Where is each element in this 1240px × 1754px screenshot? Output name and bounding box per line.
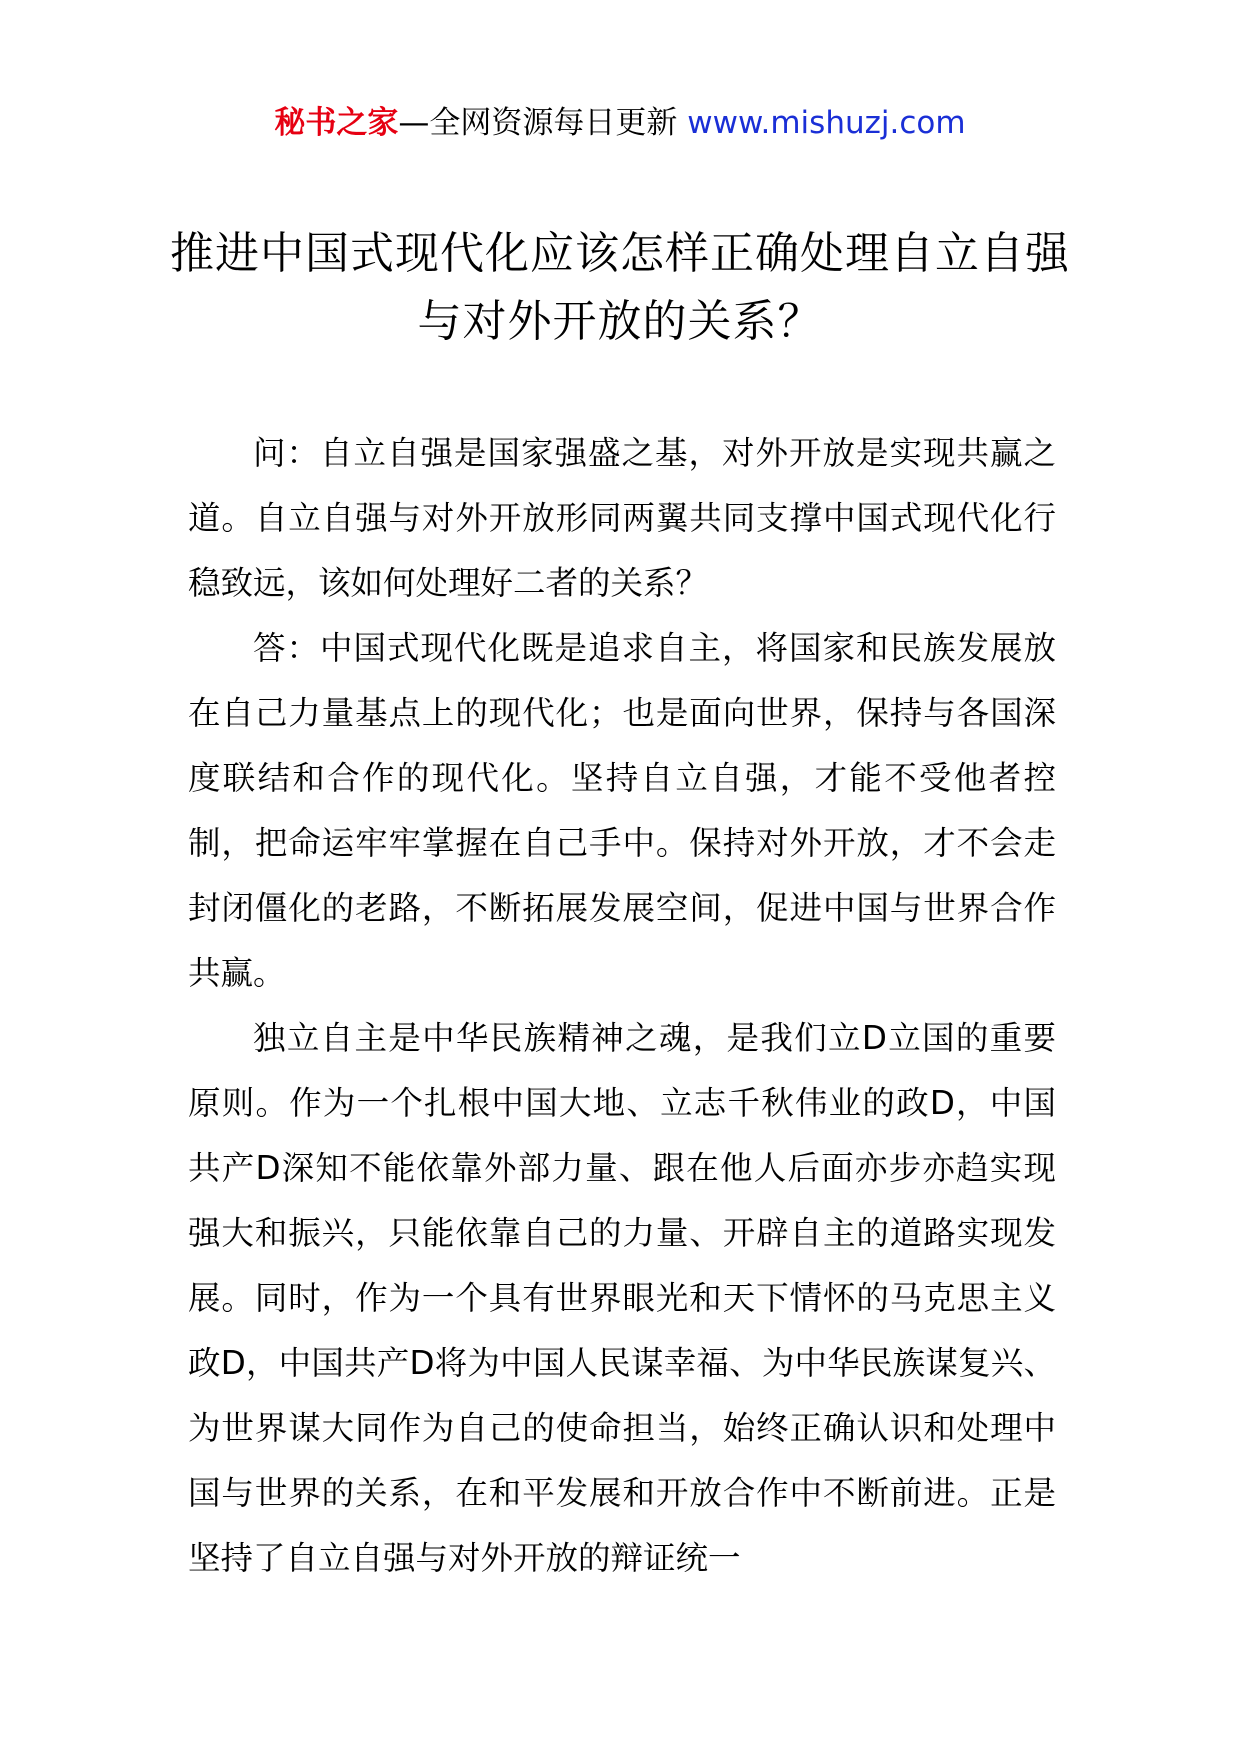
paragraph-independence: 独立自主是中华民族精神之魂，是我们立D立国的重要原则。作为一个扎根中国大地、立志千秋伟业的政D，中国共产D深知不能依靠外部力量、跟在他人后面亦步亦趋实现强大和振兴，只能依靠自己的力量、开辟自主的道路实现发展。同时，作为一个具有世界眼光和天下情怀的马克思主义政D，中国共产D将为中国人民谋幸福、为中华民族谋复兴、为世界谋大同作为自己的使命担当，始终正确认识和处理中国与世界的关系，在和平发展和开放合作中不断前进。正是坚持了自立自强与对外开放的辩证统一 [188, 1019, 1056, 1577]
site-url-link[interactable]: www.mishuzj.com [687, 105, 966, 141]
document-title: 推进中国式现代化应该怎样正确处理自立自强与对外开放的关系？ [170, 228, 1070, 347]
paragraph-answer: 答：中国式现代化既是追求自主，将国家和民族发展放在自己力量基点上的现代化；也是面向世界，保持与各国深度联结和合作的现代化。坚持自立自强，才能不受他者控制，把命运牢牢掌握在自己手中。保持对外开放，才不会走封闭僵化的老路，不断拓展发展空间，促进中国与世界合作共赢。 [188, 629, 1056, 992]
document-body [188, 421, 1056, 1591]
paragraph-question: 问：自立自强是国家强盛之基，对外开放是实现共赢之道。自立自强与对外开放形同两翼共同支撑中国式现代化行稳致远，该如何处理好二者的关系？ [188, 434, 1056, 602]
site-header [0, 100, 1240, 146]
header-slogan: —全网资源每日更新 [398, 105, 688, 141]
brand-name: 秘书之家 [274, 105, 399, 141]
